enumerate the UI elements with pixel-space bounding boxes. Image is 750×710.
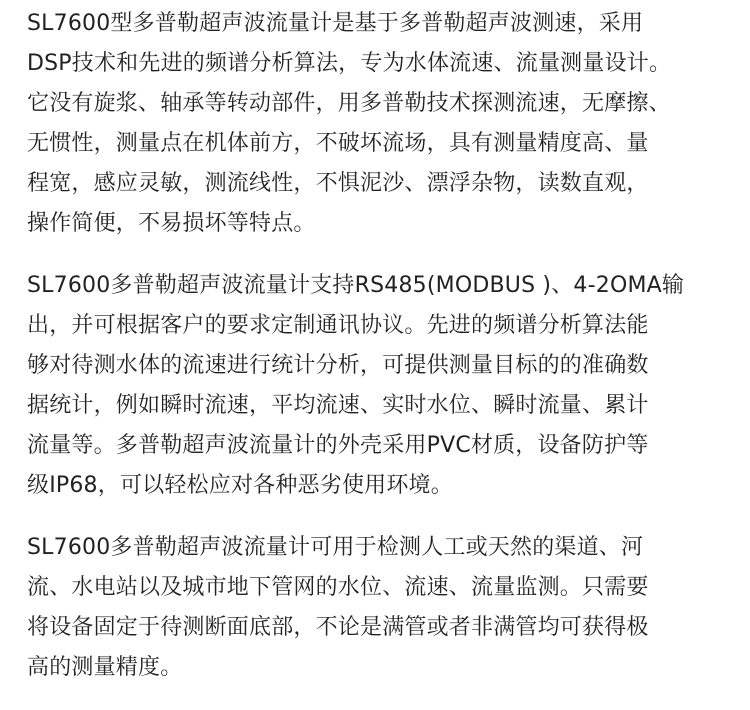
paragraph-overview bbox=[27, 4, 736, 244]
paragraph-applications bbox=[27, 528, 736, 688]
text-line: 够对待测水体的流速进行统计分析，可提供测量目标的的准确数 bbox=[27, 353, 649, 378]
paragraph-communication bbox=[27, 266, 736, 506]
text-line: 它没有旋浆、轴承等转动部件，用多普勒技术探测流速，无摩擦、 bbox=[27, 91, 671, 116]
text-line: DSP技术和先进的频谱分析算法，专为水体流速、流量测量设计。 bbox=[27, 51, 672, 76]
text-line: 高的测量精度。 bbox=[27, 655, 183, 680]
text-line: 流、水电站以及城市地下管网的水位、流速、流量监测。只需要 bbox=[27, 575, 649, 600]
text-line: SL7600型多普勒超声波流量计是基于多普勒超声波测速，采用 bbox=[27, 11, 644, 36]
text-line: 将设备固定于待测断面底部，不论是满管或者非满管均可获得极 bbox=[27, 615, 649, 640]
text-line: SL7600多普勒超声波流量计支持RS485(MODBUS )、4-2OMA输 bbox=[27, 273, 685, 298]
text-line: 无惯性，测量点在机体前方，不破坏流场，具有测量精度高、量 bbox=[27, 131, 649, 156]
text-line: 流量等。多普勒超声波流量计的外壳采用PVC材质，设备防护等 bbox=[27, 433, 649, 458]
text-line: 出，并可根据客户的要求定制通讯协议。先进的频谱分析算法能 bbox=[27, 313, 649, 338]
text-line: 程宽，感应灵敏，测流线性，不惧泥沙、漂浮杂物，读数直观， bbox=[27, 171, 649, 196]
text-line: 据统计，例如瞬时流速，平均流速、实时水位、瞬时流量、累计 bbox=[27, 393, 649, 418]
text-line: SL7600多普勒超声波流量计可用于检测人工或天然的渠道、河 bbox=[27, 535, 644, 560]
text-line: 操作简便，不易损坏等特点。 bbox=[27, 211, 316, 236]
text-line: 级IP68，可以轻松应对各种恶劣使用环境。 bbox=[27, 473, 453, 498]
